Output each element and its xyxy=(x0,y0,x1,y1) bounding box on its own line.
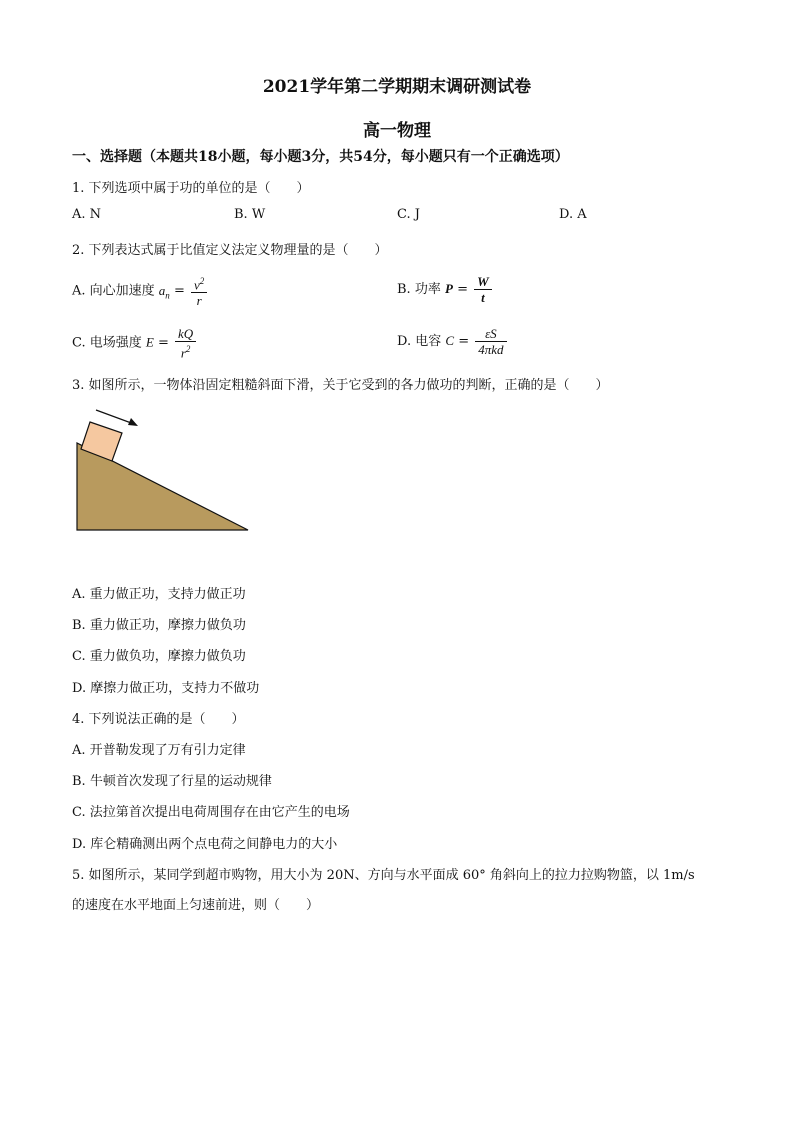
option-b-label: B. 功率 xyxy=(397,282,441,297)
equals-sign: = xyxy=(457,282,468,297)
option-b-symbol: P xyxy=(444,281,453,296)
question-2-option-b xyxy=(397,274,494,305)
equals-sign: = xyxy=(173,283,185,299)
question-5-stem-line-1: 5. 如图所示，某同学到超市购物，用大小为 20N、方向与水平面成 60° 角斜向上的拉力拉购物篮，以 1m/s xyxy=(72,868,695,883)
question-4-option-a: A. 开普勒发现了万有引力定律 xyxy=(72,743,246,758)
question-2-option-d xyxy=(397,326,509,357)
question-4-option-c: C. 法拉第首次提出电荷周围存在由它产生的电场 xyxy=(72,805,350,820)
question-1-option-d: D. A xyxy=(559,207,587,222)
option-a-fraction: $\frac{v^2}{r}$ xyxy=(191,274,207,308)
question-2-stem: 2. 下列表达式属于比值定义法定义物理量的是（ ） xyxy=(72,243,388,258)
question-4-stem: 4. 下列说法正确的是（ ） xyxy=(72,712,245,727)
exam-title: 2021学年第二学期期末调研测试卷 xyxy=(262,77,532,97)
option-c-symbol: E xyxy=(145,334,154,350)
question-3-stem: 3. 如图所示，一物体沿固定粗糙斜面下滑，关于它受到的各力做功的判断，正确的是（ ） xyxy=(72,378,609,393)
equals-sign: = xyxy=(157,335,169,351)
question-3-option-d: D. 摩擦力做正功，支持力不做功 xyxy=(72,681,260,696)
option-d-fraction: $\frac{\varepsilon S}{\text{4πkd}}$ xyxy=(475,326,506,357)
option-b-fraction: $\frac{W}{t}$ xyxy=(474,274,492,305)
equals-sign: = xyxy=(458,334,470,349)
question-1-option-c: C. J xyxy=(397,207,420,222)
option-a-symbol: $a_n$ xyxy=(158,282,170,301)
question-1-stem: 1. 下列选项中属于功的单位的是（ ） xyxy=(72,181,310,196)
question-3-option-b: B. 重力做正功，摩擦力做负功 xyxy=(72,618,246,633)
question-2-option-c xyxy=(72,326,198,360)
question-1-option-b: B. W xyxy=(234,207,266,222)
incline-figure xyxy=(72,405,252,535)
option-c-fraction: $\frac{kQ}{r^2}$ xyxy=(175,326,196,360)
question-3-option-c: C. 重力做负功，摩擦力做负功 xyxy=(72,649,246,664)
question-3-option-a: A. 重力做正功，支持力做正功 xyxy=(72,587,246,602)
option-a-label: A. 向心加速度 xyxy=(72,283,155,299)
velocity-arrow-head xyxy=(128,418,138,426)
question-5-stem-line-2: 的速度在水平地面上匀速前进，则（ ） xyxy=(72,898,320,913)
velocity-arrow-line xyxy=(96,410,134,424)
exam-subtitle: 高一物理 xyxy=(363,121,431,141)
section-heading: 一、选择题（本题共18小题，每小题3分，共54分，每小题只有一个正确选项） xyxy=(72,149,569,165)
question-1-option-a: A. N xyxy=(72,207,102,222)
question-4-option-b: B. 牛顿首次发现了行星的运动规律 xyxy=(72,774,272,789)
question-4-option-d: D. 库仑精确测出两个点电荷之间静电力的大小 xyxy=(72,837,338,852)
question-2-option-a xyxy=(72,274,209,308)
option-d-symbol: C xyxy=(445,333,455,348)
option-c-label: C. 电场强度 xyxy=(72,335,142,351)
option-d-label: D. 电容 xyxy=(397,334,442,349)
